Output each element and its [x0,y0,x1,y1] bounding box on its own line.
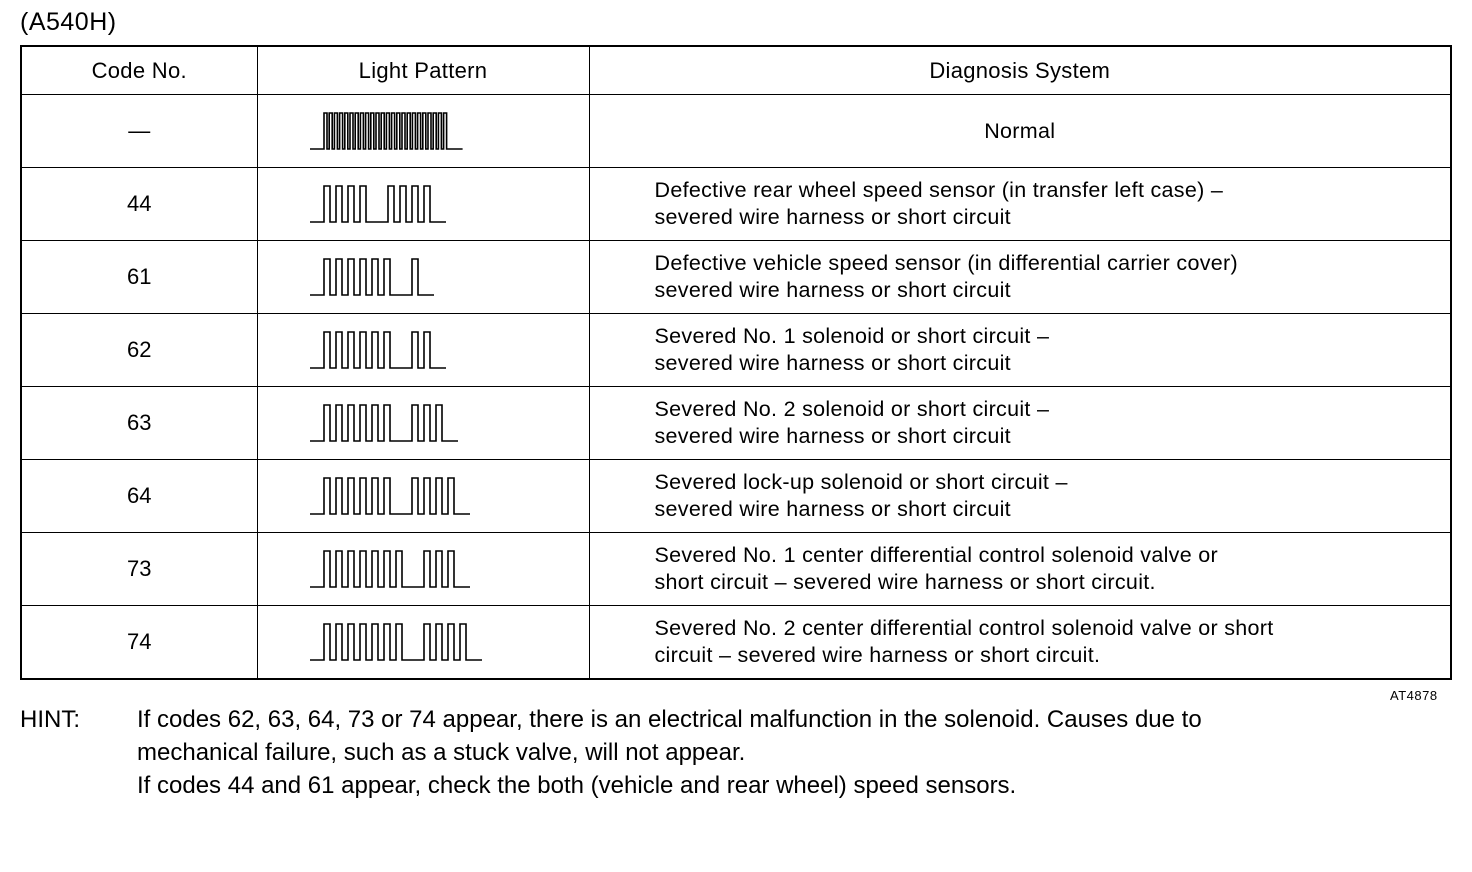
diagnosis-cell [589,314,1451,387]
light-pattern-cell [257,95,589,168]
table-row [21,387,1451,460]
light-pattern-cell [257,314,589,387]
code-number-cell: 64 [21,460,257,533]
diagnosis-cell [589,460,1451,533]
diagnosis-line: short circuit – severed wire harness or short circuit. [654,570,1156,594]
light-pattern-waveform [310,330,448,370]
table-row [21,241,1451,314]
hint-label: HINT: [20,706,80,733]
diagnosis-line: severed wire harness or short circuit [654,205,1011,229]
table-row [21,533,1451,606]
waveform-line [310,478,470,514]
diagnosis-text [590,469,1451,523]
hint-line: mechanical failure, such as a stuck valve, will not appear. [137,739,746,766]
light-pattern-waveform [310,476,472,516]
diagnosis-text [590,250,1451,304]
diagnosis-text [590,118,1451,145]
waveform-line [310,186,446,222]
waveform-line [310,405,458,441]
light-pattern-cell [257,168,589,241]
light-pattern-waveform [310,184,448,224]
diagnosis-line: Severed No. 2 center differential control solenoid valve or short [654,616,1274,640]
diagnosis-line: severed wire harness or short circuit [654,497,1011,521]
diagnosis-text [590,177,1451,231]
diagnosis-line: Severed No. 2 solenoid or short circuit – [654,397,1050,421]
diagnosis-line: Normal [984,118,1056,143]
diagnosis-line: Defective vehicle speed sensor (in differential carrier cover) [654,251,1238,275]
model-label: (A540H) [20,8,117,36]
diagnosis-cell [589,168,1451,241]
figure-reference: AT4878 [1390,688,1438,703]
diagnosis-cell [589,533,1451,606]
diagnosis-cell [589,606,1451,680]
diagnosis-text [590,542,1451,596]
header-diagnosis-system: Diagnosis System [589,46,1451,95]
light-pattern-cell [257,387,589,460]
diagnosis-cell [589,387,1451,460]
table-header-row [21,46,1451,95]
table-row [21,606,1451,680]
table-body [21,95,1451,680]
code-number-cell: 62 [21,314,257,387]
code-number-cell: 44 [21,168,257,241]
diagnosis-line: circuit – severed wire harness or short circuit. [654,643,1101,667]
code-number-cell: — [21,95,257,168]
diagnosis-line: Defective rear wheel speed sensor (in transfer left case) – [654,178,1224,202]
light-pattern-waveform [310,111,465,151]
hint-block [20,703,1460,802]
diagnostic-code-table [20,45,1452,680]
diagnosis-line: severed wire harness or short circuit [654,424,1011,448]
table-row [21,95,1451,168]
code-number-cell: 73 [21,533,257,606]
diagnosis-line: severed wire harness or short circuit [654,278,1011,302]
hint-line: If codes 62, 63, 64, 73 or 74 appear, there is an electrical malfunction in the solenoid. Causes due to [137,706,1202,733]
waveform-line [310,113,463,149]
light-pattern-waveform [310,622,484,662]
header-code-no: Code No. [21,46,257,95]
header-light-pattern: Light Pattern [257,46,589,95]
diagnosis-line: Severed No. 1 solenoid or short circuit – [654,324,1050,348]
diagnosis-cell [589,95,1451,168]
diagnosis-line: severed wire harness or short circuit [654,351,1011,375]
light-pattern-waveform [310,403,460,443]
waveform-line [310,332,446,368]
diagnosis-text [590,396,1451,450]
table-row [21,314,1451,387]
table-row [21,168,1451,241]
hint-text [137,703,1460,802]
light-pattern-cell [257,533,589,606]
diagnosis-cell [589,241,1451,314]
code-number-cell: 63 [21,387,257,460]
light-pattern-waveform [310,257,436,297]
code-number-cell: 61 [21,241,257,314]
diagnosis-text [590,323,1451,377]
light-pattern-waveform [310,549,472,589]
waveform-line [310,551,470,587]
waveform-line [310,624,482,660]
diagnosis-line: Severed No. 1 center differential control solenoid valve or [654,543,1218,567]
light-pattern-cell [257,460,589,533]
light-pattern-cell [257,606,589,680]
table-row [21,460,1451,533]
diagnosis-text [590,615,1451,669]
diagnosis-line: Severed lock-up solenoid or short circuit – [654,470,1068,494]
waveform-line [310,259,434,295]
hint-line: If codes 44 and 61 appear, check the both (vehicle and rear wheel) speed sensors. [137,772,1017,799]
code-number-cell: 74 [21,606,257,680]
light-pattern-cell [257,241,589,314]
